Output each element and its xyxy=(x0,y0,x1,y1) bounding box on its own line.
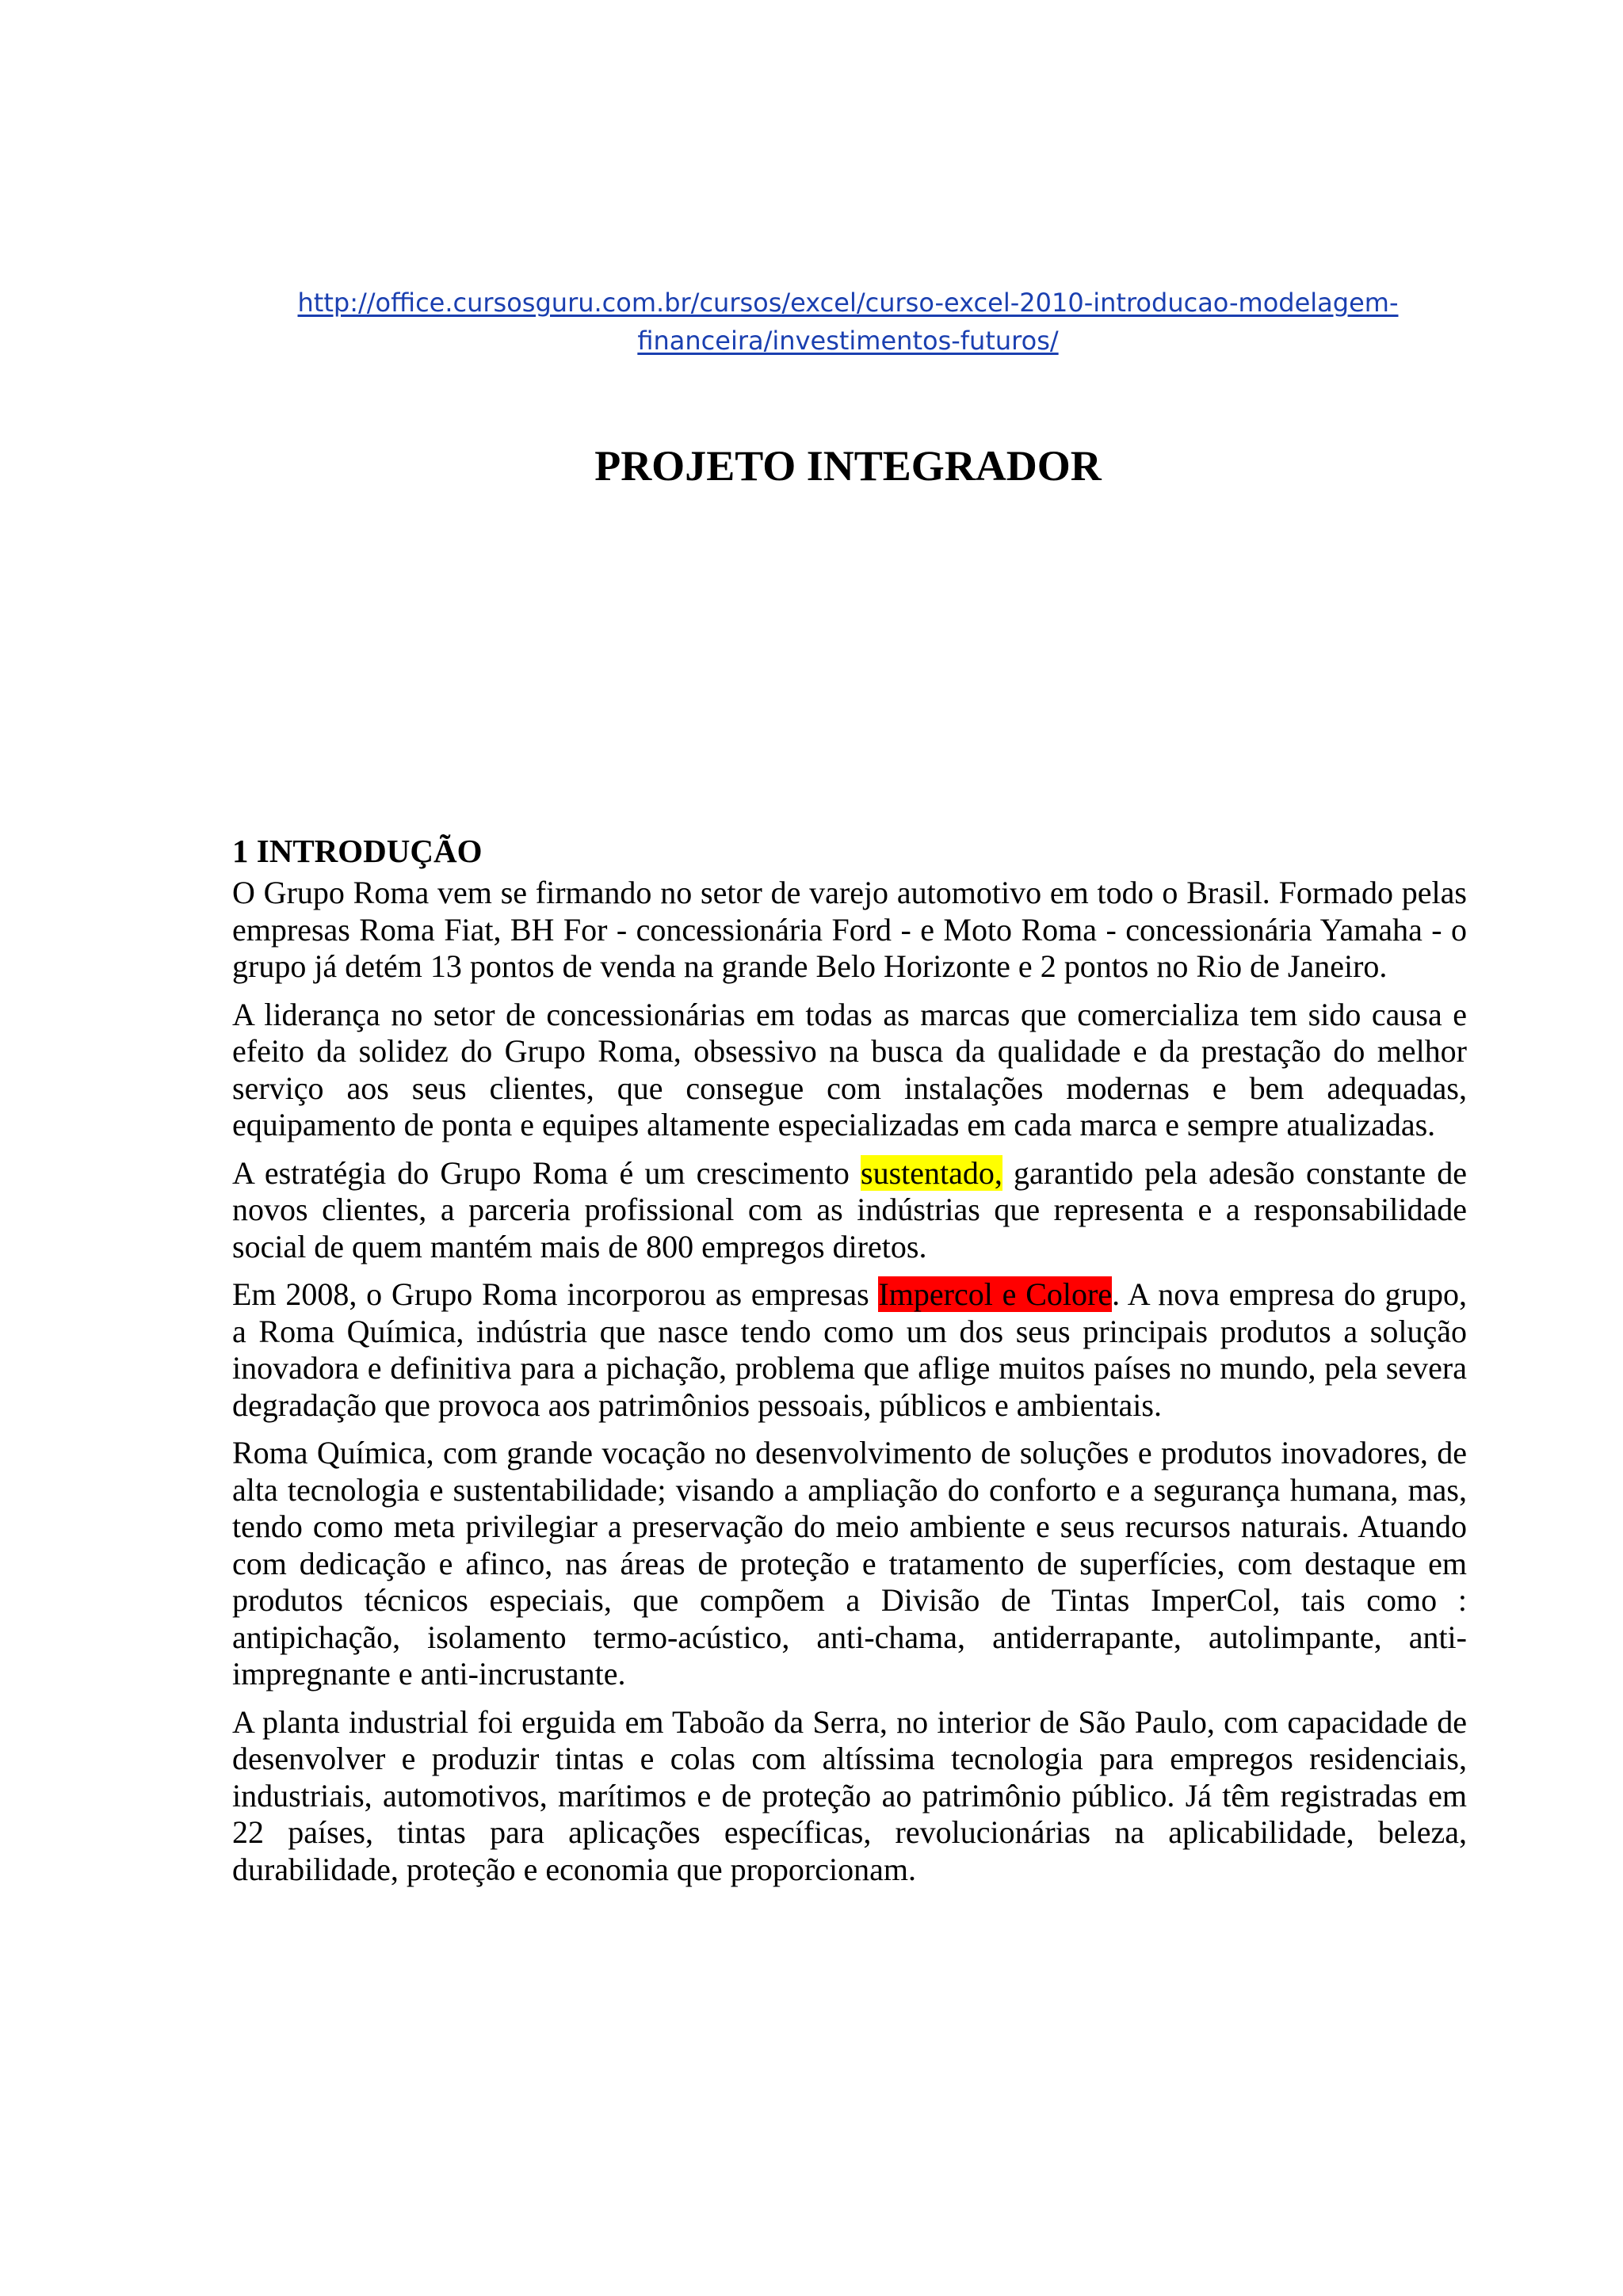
paragraph-3 xyxy=(232,1155,1467,1266)
header-link[interactable] xyxy=(298,288,1399,356)
section-heading: 1 INTRODUÇÃO xyxy=(232,833,483,869)
header-link-block xyxy=(285,284,1411,360)
paragraph-1: O Grupo Roma vem se firmando no setor de varejo automotivo em todo o Brasil. Formado pelas empresas Roma Fiat, BH For - concessionária Ford - e Moto Roma - concessionária Yamaha - o grupo já detém 13 pontos de venda na grande Belo Horizonte e 2 pontos no Rio de Janeiro. xyxy=(232,875,1467,984)
paragraph-6: A planta industrial foi erguida em Taboão da Serra, no interior de São Paulo, com capacidade de desenvolver e produzir tintas e colas com altíssima tecnologia para empregos residenciais, industriais, automotivos, marítimos e de proteção ao patrimônio público. Já têm registradas em 22 países, tintas para aplicações específicas, revolucionárias na aplicabilidade, beleza, durabilidade, proteção e economia que proporcionam. xyxy=(232,1703,1467,1887)
paragraph-3-after: garantido pela adesão constante de novos clientes, a parceria profissional com as indústrias que representa e a responsabilidade social de quem mantém mais de 800 empregos diretos. xyxy=(232,1154,1467,1264)
paragraph-4 xyxy=(232,1276,1467,1424)
section-introduction xyxy=(232,830,1467,1899)
header-link-line1: http://office.cursosguru.com.br/cursos/excel/curso-excel-2010-introducao-modelagem- xyxy=(297,288,1399,318)
paragraph-4-after: . A nova empresa do grupo, a Roma Química, indústria que nasce tendo como um dos seus principais produtos a solução inovadora e definitiva para a pichação, problema que aflige muitos países no mundo, pela severa degradação que provoca aos patrimônios pessoais, públicos e ambientais. xyxy=(232,1276,1468,1423)
header-link-line2: financeira/investimentos-futuros/ xyxy=(637,326,1059,356)
highlight-impercol-colore: Impercol e Colore xyxy=(878,1276,1113,1312)
page-title: PROJETO INTEGRADOR xyxy=(594,442,1102,490)
paragraph-4-before: Em 2008, o Grupo Roma incorporou as empresas xyxy=(232,1276,879,1312)
paragraph-2: A liderança no setor de concessionárias em todas as marcas que comercializa tem sido causa e efeito da solidez do Grupo Roma, obsessivo na busca da qualidade e da prestação do melhor serviço aos seus clientes, que consegue com instalações modernas e bem adequadas, equipamento de ponta e equipes altamente especializadas em cada marca e sempre atualizadas. xyxy=(232,996,1467,1142)
highlight-sustentado: sustentado, xyxy=(861,1154,1002,1191)
paragraph-3-before: A estratégia do Grupo Roma é um crescimento xyxy=(232,1154,861,1191)
paragraph-5: Roma Química, com grande vocação no desenvolvimento de soluções e produtos inovadores, de alta tecnologia e sustentabilidade; visando a ampliação do conforto e a segurança humana, mas, tendo como meta privilegiar a preservação do meio ambiente e seus recursos naturais. Atuando com dedicação e afinco, nas áreas de proteção e tratamento de superfícies, com destaque em produtos técnicos especiais, que compõem a Divisão de Tintas ImperCol, tais como : antipichação, isolamento termo-acústico, anti-chama, antiderrapante, autolimpante, anti-impregnante e anti-incrustante. xyxy=(232,1435,1467,1691)
